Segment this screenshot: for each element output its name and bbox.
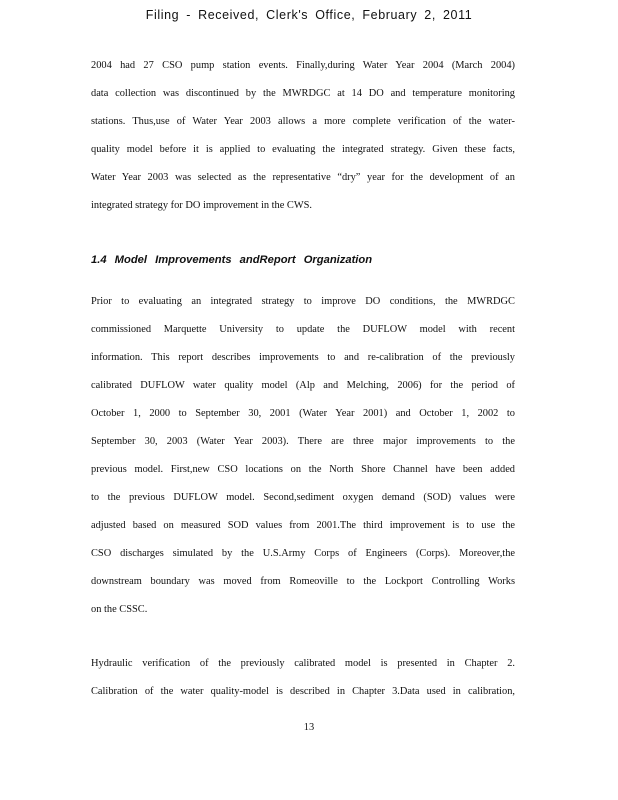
paragraph-line: Hydraulic verification of the previously calibrated model is presented in Chapter 2.	[91, 658, 515, 669]
page-number: 13	[303, 722, 315, 733]
paragraph-line: commissioned Marquette University to update the DUFLOW model with recent	[91, 324, 515, 335]
paragraph-line: on the CSSC.	[91, 604, 148, 615]
paragraph-line: Water Year 2003 was selected as the representative “dry” year for the development of an	[91, 172, 515, 183]
paragraph-line: integrated strategy for DO improvement in the CWS.	[91, 200, 313, 211]
paragraph-line: CSO discharges simulated by the U.S.Army Corps of Engineers (Corps). Moreover,the	[91, 548, 515, 559]
paragraph-line: information. This report describes improvements to and re-calibration of the previously	[91, 352, 515, 363]
paragraph-line: previous model. First,new CSO locations on the North Shore Channel have been added	[91, 464, 515, 475]
paragraph-line: Calibration of the water quality-model is described in Chapter 3.Data used in calibration,	[91, 686, 515, 697]
paragraph-line: September 30, 2003 (Water Year 2003). There are three major improvements to the	[91, 436, 515, 447]
paragraph-line: to the previous DUFLOW model. Second,sediment oxygen demand (SOD) values were	[91, 492, 515, 503]
filing-stamp-header: Filing - Received, Clerk's Office, February 2, 2011	[145, 8, 473, 22]
paragraph-line: 2004 had 27 CSO pump station events. Finally,during Water Year 2004 (March 2004)	[91, 60, 515, 71]
paragraph-line: calibrated DUFLOW water quality model (Alp and Melching, 2006) for the period of	[91, 380, 515, 391]
paragraph-line: stations. Thus,use of Water Year 2003 allows a more complete verification of the water-	[91, 116, 515, 127]
section-heading: 1.4 Model Improvements andReport Organization	[91, 254, 373, 266]
paragraph-line: data collection was discontinued by the MWRDGC at 14 DO and temperature monitoring	[91, 88, 515, 99]
paragraph-line: downstream boundary was moved from Romeoville to the Lockport Controlling Works	[91, 576, 515, 587]
paragraph-line: adjusted based on measured SOD values from 2001.The third improvement is to use the	[91, 520, 515, 531]
paragraph-line: Prior to evaluating an integrated strategy to improve DO conditions, the MWRDGC	[91, 296, 515, 307]
paragraph-line: quality model before it is applied to evaluating the integrated strategy. Given these facts,	[91, 144, 515, 155]
paragraph-line: October 1, 2000 to September 30, 2001 (Water Year 2001) and October 1, 2002 to	[91, 408, 515, 419]
